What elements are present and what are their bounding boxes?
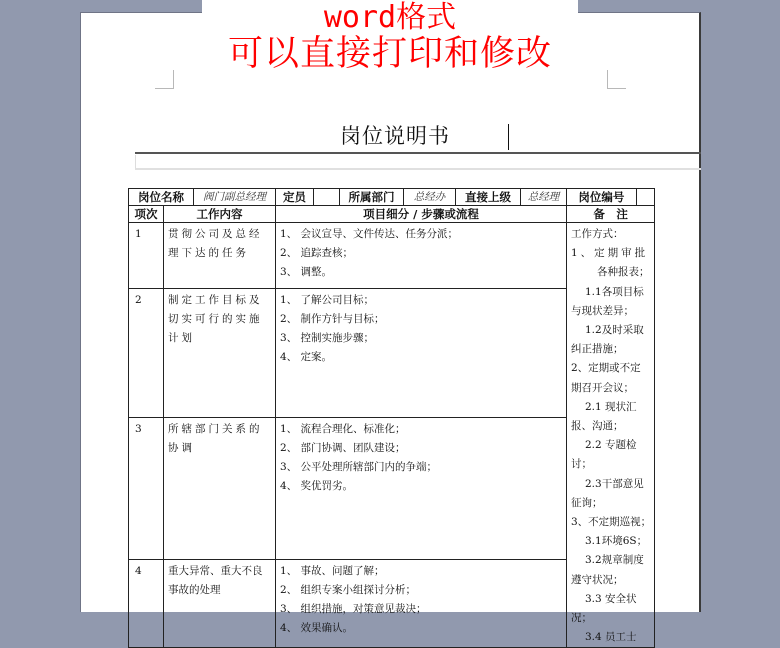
note-line: 2、定期或不定	[571, 362, 641, 375]
step-item: 4、 定案。	[280, 351, 333, 364]
step-item: 4、 效果确认。	[280, 621, 354, 634]
header-rule-box	[135, 155, 701, 170]
row-steps[interactable]	[276, 417, 567, 559]
note-line: 2.2 专题检	[585, 439, 637, 452]
position-code-value[interactable]	[636, 189, 654, 206]
col-header-content: 工作内容	[164, 206, 276, 223]
note-line: 期召开会议；	[571, 381, 634, 394]
table-row	[129, 223, 655, 289]
document-title: 岗位说明书	[340, 124, 450, 148]
note-line: 与现状差异；	[571, 304, 634, 317]
supervisor-label: 直接上级	[456, 189, 521, 206]
step-item: 2、 追踪查核；	[280, 247, 354, 259]
step-item: 1、 会议宣导、文件传达、任务分派；	[280, 228, 459, 240]
col-header-notes: 备 注	[567, 206, 655, 223]
row-steps[interactable]	[276, 223, 567, 289]
note-line: 工作方式：	[571, 228, 624, 240]
column-header-row	[129, 206, 655, 223]
department-label: 所属部门	[340, 189, 404, 206]
row-content[interactable]: 制定工作目标及切实可行的实施计划	[164, 289, 276, 418]
step-item: 3、 调整。	[280, 266, 333, 278]
note-line: 1、定期审批	[571, 247, 649, 260]
col-header-details: 项目细分 / 步骤或流程	[276, 206, 567, 223]
margin-corner-mark-right	[607, 70, 626, 89]
note-line: 况；	[571, 612, 592, 625]
supervisor-value[interactable]: 总经理	[521, 189, 567, 206]
job-description-table	[128, 188, 655, 648]
department-value[interactable]: 总经办	[404, 189, 456, 206]
note-line: 报、沟通；	[571, 420, 624, 433]
header-rule	[135, 152, 701, 154]
note-line: 遵守状况；	[571, 573, 624, 586]
headcount-label: 定员	[276, 189, 314, 206]
note-line: 2.3干部意见	[585, 477, 644, 490]
note-line: 1.1各项目标	[585, 285, 644, 298]
step-item: 1、 事故、问题了解；	[280, 564, 385, 577]
row-index: 1	[129, 223, 164, 289]
step-item: 4、 奖优罚劣。	[280, 479, 354, 492]
note-line: 纠正措施；	[571, 343, 624, 356]
row-steps[interactable]	[276, 559, 567, 647]
promo-banner	[202, 0, 578, 78]
note-line: 讨；	[571, 458, 592, 471]
row-steps[interactable]	[276, 289, 567, 418]
note-line: 各种报表；	[597, 266, 650, 279]
position-name-label: 岗位名称	[129, 189, 194, 206]
banner-line-1: word格式	[323, 0, 457, 35]
banner-line-2: 可以直接打印和修改	[227, 34, 552, 74]
notes-cell[interactable]	[567, 223, 655, 648]
row-index: 4	[129, 559, 164, 647]
row-index: 3	[129, 417, 164, 559]
note-line: 3.2规章制度	[585, 554, 644, 567]
note-line: 2.1 现状汇	[585, 400, 637, 413]
position-name-value[interactable]: 阀门副总经理	[194, 189, 276, 206]
note-line: 3.1环境6S；	[585, 535, 648, 548]
info-row	[129, 189, 655, 206]
note-line: 3.3 安全状	[585, 592, 637, 605]
note-line: 征询；	[571, 496, 603, 509]
headcount-value[interactable]	[314, 189, 340, 206]
note-line: 1.2及时采取	[585, 324, 644, 337]
row-index: 2	[129, 289, 164, 418]
step-item: 1、 了解公司目标；	[280, 294, 375, 307]
step-item: 2、 部门协调、团队建设；	[280, 441, 406, 454]
note-line: 3、不定期巡视；	[571, 516, 652, 529]
step-item: 3、 控制实施步骤；	[280, 332, 375, 345]
position-code-label: 岗位编号	[567, 189, 637, 206]
step-item: 3、 公平处理所辖部门内的争端；	[280, 460, 438, 473]
margin-corner-mark-left	[155, 70, 174, 89]
text-cursor	[508, 124, 509, 150]
step-item: 1、 流程合理化、标准化；	[280, 422, 406, 435]
row-content[interactable]: 重大异常、重大不良事故的处理	[164, 559, 276, 647]
step-item: 3、 组织措施，对策意见裁决；	[280, 602, 427, 615]
step-item: 2、 组织专案小组探讨分析；	[280, 583, 417, 596]
note-line: 3.4 员工士	[585, 631, 637, 644]
row-content[interactable]: 贯彻公司及总经理下达的任务	[164, 223, 276, 289]
row-content[interactable]: 所辖部门关系的协调	[164, 417, 276, 559]
col-header-index: 项次	[129, 206, 164, 223]
step-item: 2、 制作方针与目标；	[280, 313, 385, 326]
